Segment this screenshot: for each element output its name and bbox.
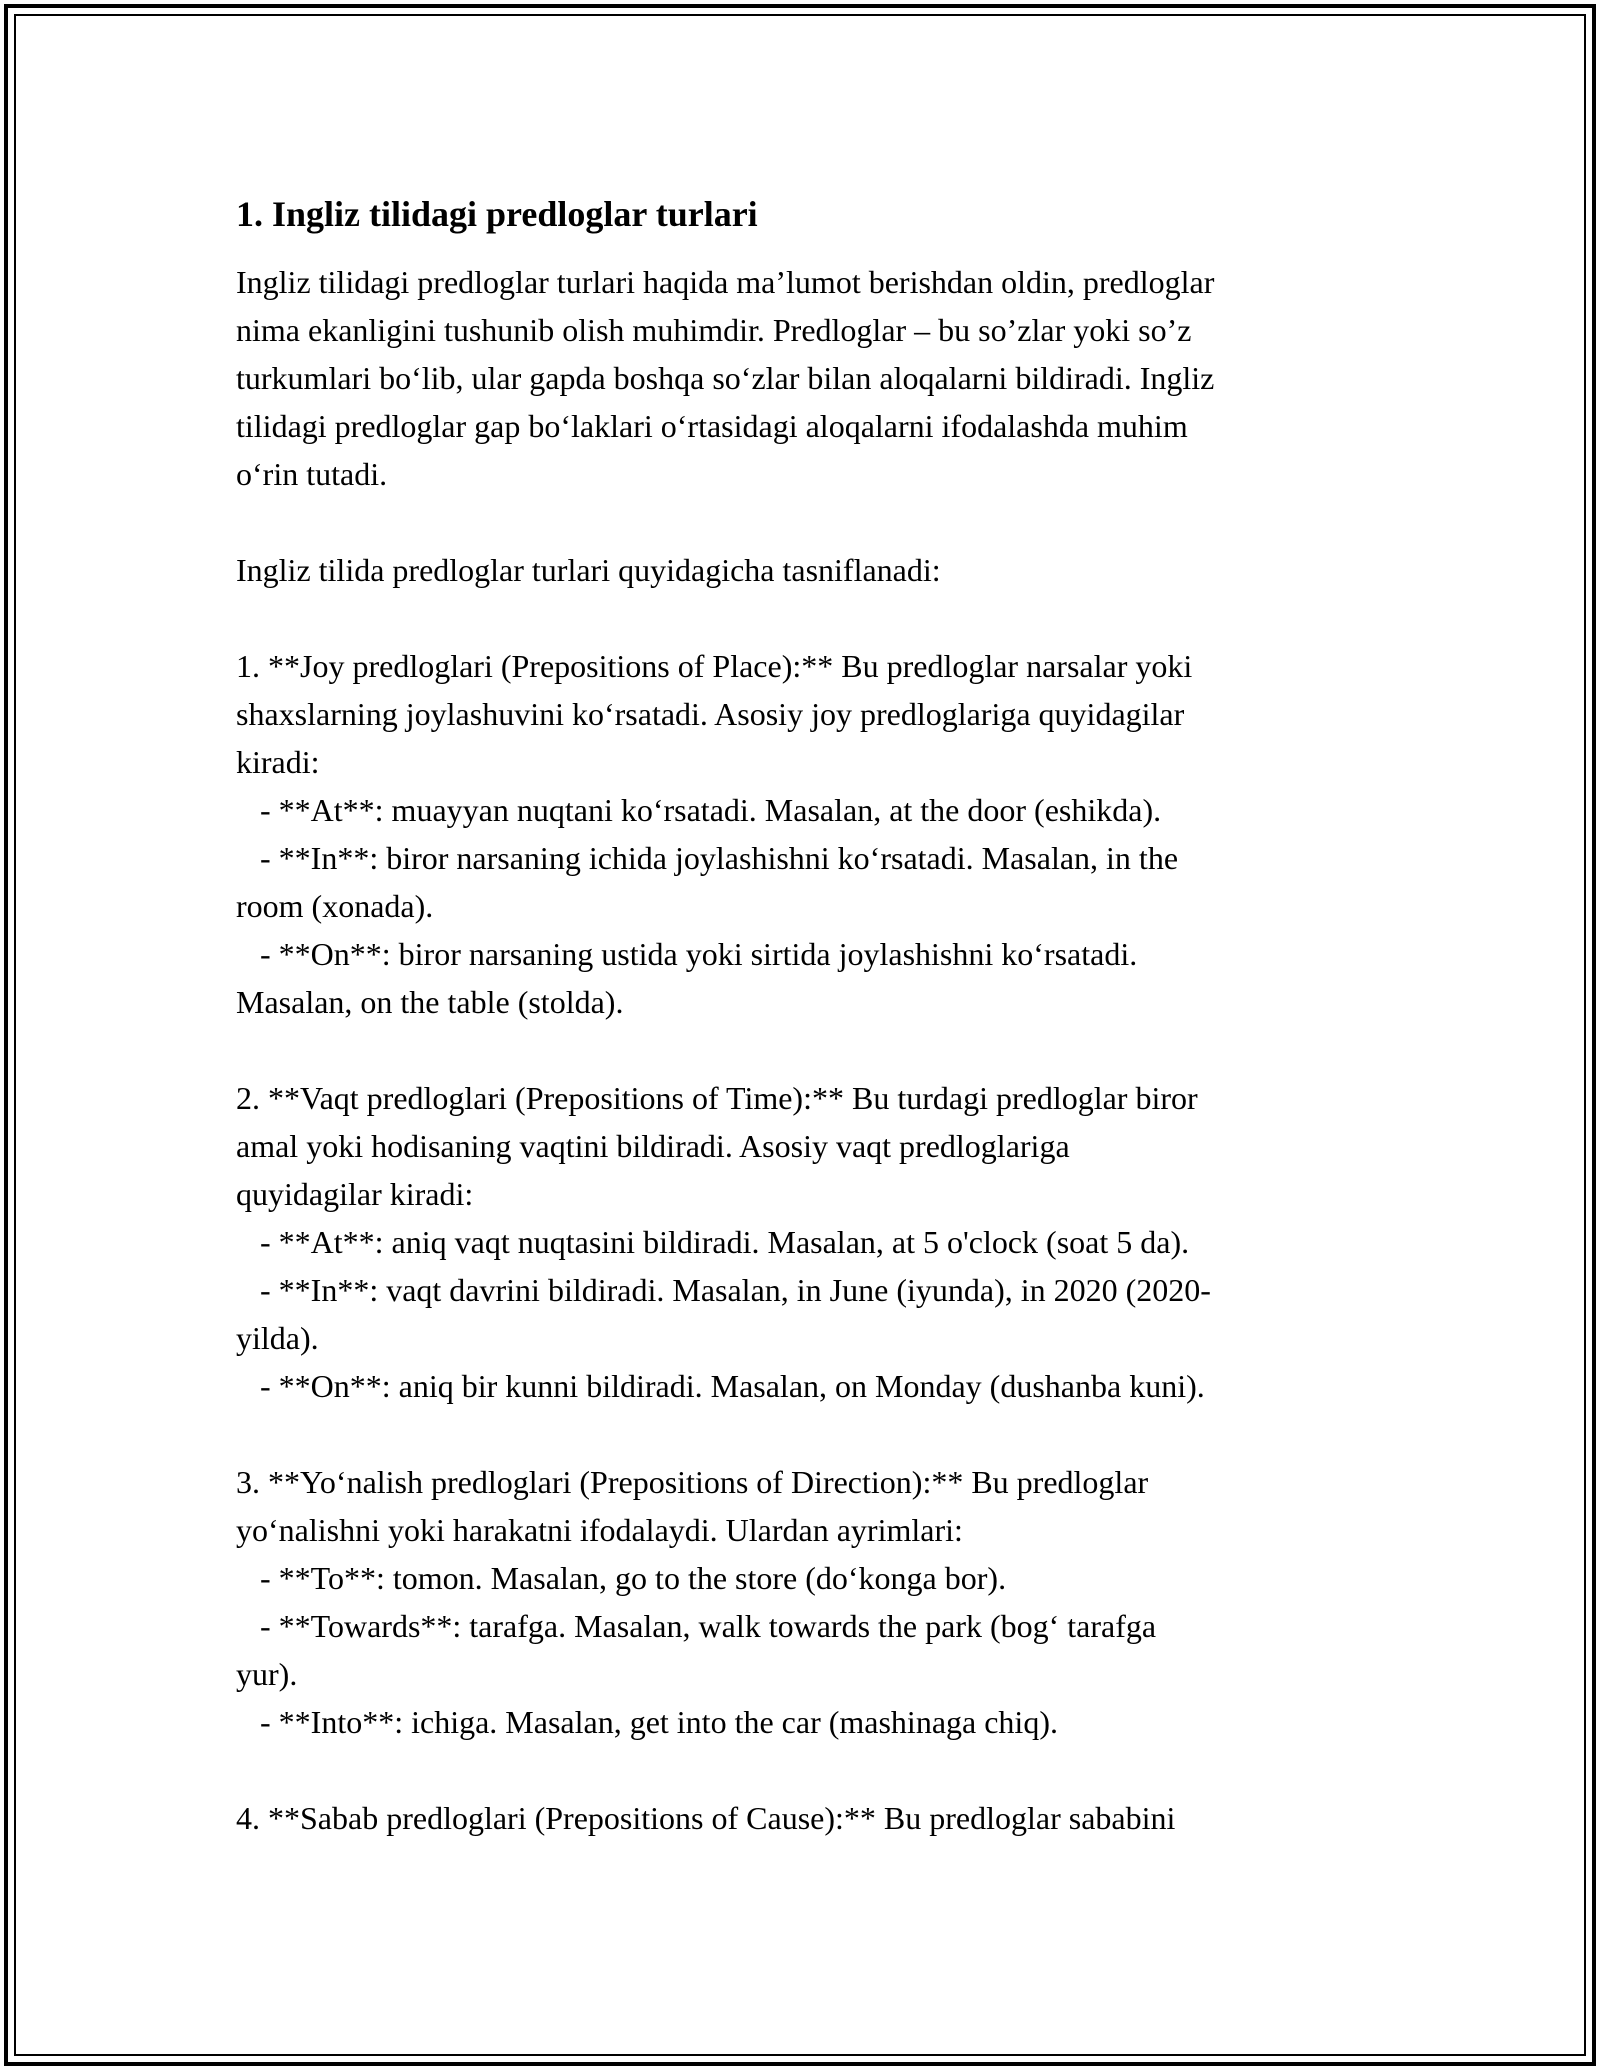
classification-intro: Ingliz tilida predloglar turlari quyidagicha tasniflanadi: xyxy=(236,552,941,588)
text-line: - **On**: aniq bir kunni bildiradi. Masalan, on Monday (dushanba kuni). xyxy=(236,1368,1205,1404)
text-line: - **In**: vaqt davrini bildiradi. Masalan, in June (iyunda), in 2020 (2020- xyxy=(236,1272,1211,1308)
text-line: yur). xyxy=(236,1656,298,1692)
text-line: 1. **Joy predloglari (Prepositions of Place):** Bu predloglar narsalar yoki xyxy=(236,648,1193,684)
text-line: Masalan, on the table (stolda). xyxy=(236,984,624,1020)
section-time xyxy=(236,1074,1386,1410)
text-line: - **To**: tomon. Masalan, go to the store (do‘konga bor). xyxy=(236,1560,1007,1596)
document-body xyxy=(236,190,1386,1842)
text-line: yilda). xyxy=(236,1320,319,1356)
text-line: 4. **Sabab predloglari (Prepositions of Cause):** Bu predloglar sababini xyxy=(236,1800,1176,1836)
text-line: Ingliz tilidagi predloglar turlari haqida ma’lumot berishdan oldin, predloglar xyxy=(236,264,1215,300)
text-line: 3. **Yo‘nalish predloglari (Prepositions of Direction):** Bu predloglar xyxy=(236,1464,1149,1500)
text-line: quyidagilar kiradi: xyxy=(236,1176,474,1212)
text-line: turkumlari bo‘lib, ular gapda boshqa so‘zlar bilan aloqalarni bildiradi. Ingliz xyxy=(236,360,1215,396)
section-direction xyxy=(236,1458,1386,1746)
text-line: - **At**: aniq vaqt nuqtasini bildiradi. Masalan, at 5 o'clock (soat 5 da). xyxy=(236,1224,1190,1260)
text-line: 2. **Vaqt predloglari (Prepositions of Time):** Bu turdagi predloglar biror xyxy=(236,1080,1198,1116)
text-line: amal yoki hodisaning vaqtini bildiradi. Asosiy vaqt predloglariga xyxy=(236,1128,1070,1164)
text-line: tilidagi predloglar gap bo‘laklari o‘rtasidagi aloqalarni ifodalashda muhim xyxy=(236,408,1188,444)
section-place xyxy=(236,642,1386,1026)
text-line: nima ekanligini tushunib olish muhimdir. Predloglar – bu so’zlar yoki so’z xyxy=(236,312,1192,348)
text-line: room (xonada). xyxy=(236,888,434,924)
text-line: yo‘nalishni yoki harakatni ifodalaydi. Ulardan ayrimlari: xyxy=(236,1512,963,1548)
section-cause xyxy=(236,1794,1386,1842)
text-line: - **Towards**: tarafga. Masalan, walk towards the park (bog‘ tarafga xyxy=(236,1608,1157,1644)
text-line: - **At**: muayyan nuqtani ko‘rsatadi. Masalan, at the door (eshikda). xyxy=(236,792,1162,828)
document-title: 1. Ingliz tilidagi predloglar turlari xyxy=(236,194,758,234)
text-line: - **In**: biror narsaning ichida joylashishni ko‘rsatadi. Masalan, in the xyxy=(236,840,1179,876)
text-line: - **Into**: ichiga. Masalan, get into the car (mashinaga chiq). xyxy=(236,1704,1058,1740)
text-line: shaxslarning joylashuvini ko‘rsatadi. Asosiy joy predloglariga quyidagilar xyxy=(236,696,1185,732)
text-line: - **On**: biror narsaning ustida yoki sirtida joylashishni ko‘rsatadi. xyxy=(236,936,1138,972)
text-line: kiradi: xyxy=(236,744,320,780)
intro-paragraph xyxy=(236,258,1386,498)
text-line: o‘rin tutadi. xyxy=(236,456,388,492)
